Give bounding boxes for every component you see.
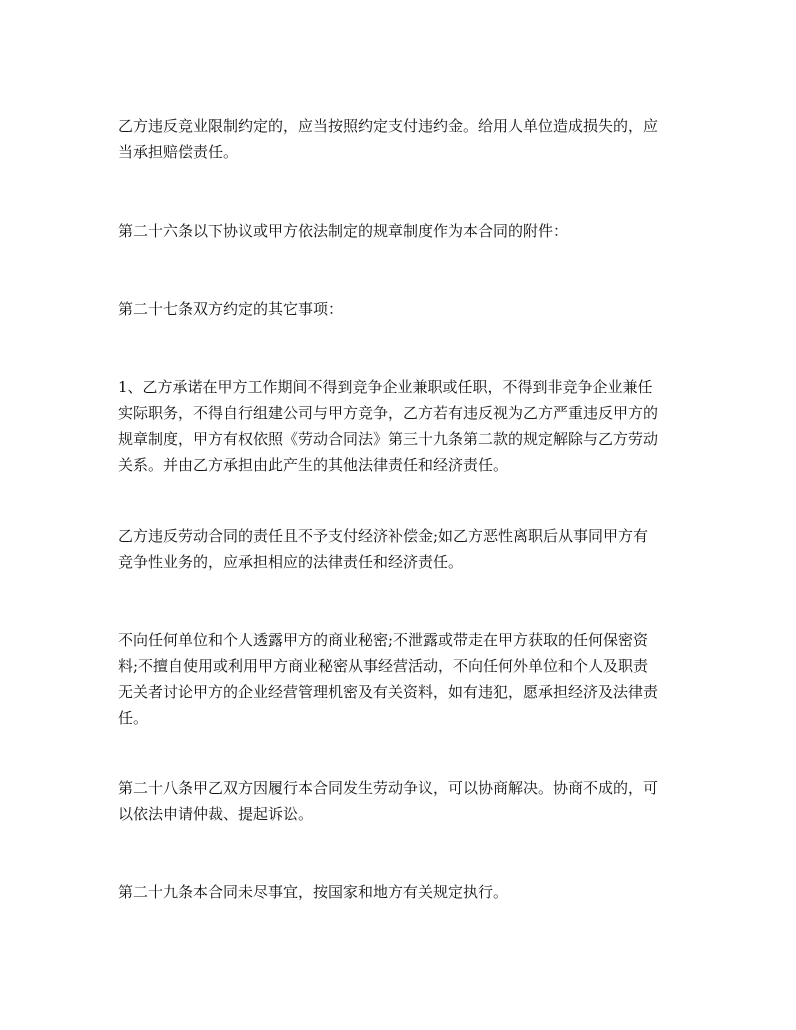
text-line: 乙方违反竞业限制约定的，应当按照约定支付违约金。给用人单位造成损失的，应	[118, 117, 659, 135]
text-line: 任。	[118, 709, 149, 727]
paragraph-item-1	[118, 374, 688, 478]
paragraph-article-27	[118, 296, 688, 322]
text-line: 料;不擅自使用或利用甲方商业秘密从事经营活动，不向任何外单位和个人及职责	[118, 657, 649, 675]
text-line: 规章制度，甲方有权依照《劳动合同法》第三十九条第二款的规定解除与乙方劳动	[118, 430, 659, 448]
paragraph-article-28	[118, 775, 688, 827]
text-line: 第二十七条双方约定的其它事项：	[118, 300, 344, 318]
text-line: 第二十八条甲乙双方因履行本合同发生劳动争议，可以协商解决。协商不成的，可	[118, 779, 659, 797]
text-line: 当承担赔偿责任。	[118, 143, 239, 161]
text-line: 竞争性业务的，应承担相应的法律责任和经济责任。	[118, 553, 464, 571]
text-line: 不向任何单位和个人透露甲方的商业秘密;不泄露或带走在甲方获取的任何保密资	[118, 631, 649, 649]
text-line: 以依法申请仲裁、提起诉讼。	[118, 805, 314, 823]
paragraph-confidentiality	[118, 627, 688, 731]
text-line: 关系。并由乙方承担由此产生的其他法律责任和经济责任。	[118, 456, 509, 474]
text-line: 无关者讨论甲方的企业经营管理机密及有关资料，如有违犯，愿承担经济及法律责	[118, 683, 659, 701]
text-line: 1、乙方承诺在甲方工作期间不得到竞争企业兼职或任职，不得到非竞争企业兼任	[118, 378, 653, 396]
text-line: 第二十九条本合同未尽事宜，按国家和地方有关规定执行。	[118, 883, 509, 901]
paragraph-article-26	[118, 218, 688, 244]
text-line: 乙方违反劳动合同的责任且不予支付经济补偿金;如乙方恶性离职后从事同甲方有	[118, 527, 649, 545]
paragraph-article-29	[118, 879, 688, 905]
text-line: 第二十六条以下协议或甲方依法制定的规章制度作为本合同的附件：	[118, 222, 569, 240]
paragraph-non-compete-penalty	[118, 113, 688, 165]
paragraph-breach-liability	[118, 523, 688, 575]
text-line: 实际职务，不得自行组建公司与甲方竞争，乙方若有违反视为乙方严重违反甲方的	[118, 404, 659, 422]
